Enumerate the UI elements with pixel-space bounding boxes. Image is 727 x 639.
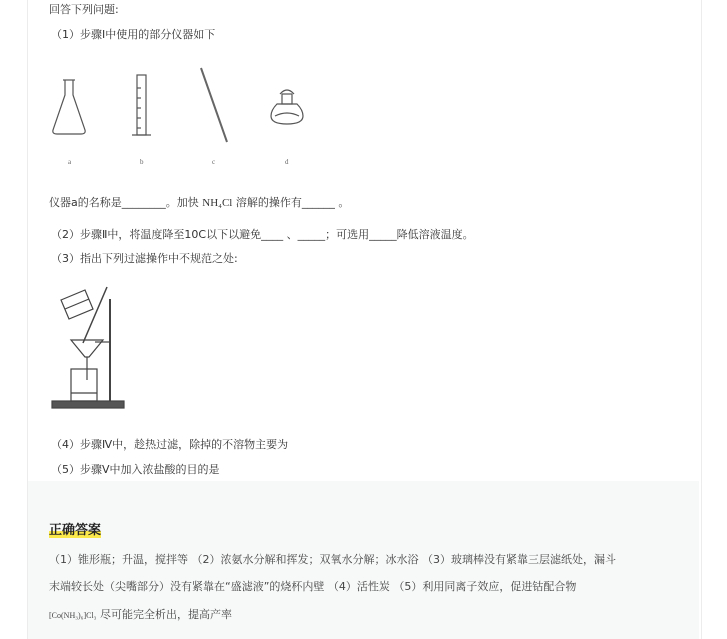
reagent-bottle-icon [271,90,303,124]
filtration-figure [49,285,129,415]
complex-formula: [Co(NH₃)₆]Cl₃ [49,611,97,620]
instrument-label-a: a [68,158,72,166]
question-3: （3）指出下列过滤操作中不规范之处: [51,252,238,265]
answer-line-3-text: 尽可能完全析出，提高产率 [99,608,232,621]
instruments-figure [49,60,314,172]
q1-formula: NH₄Cl [202,197,233,209]
question-1: （1）步骤Ⅰ中使用的部分仪器如下 [51,28,216,41]
question-1-blanks [49,196,349,210]
intro-text: 回答下列问题: [49,3,119,16]
q1-suffix: 溶解的操作有______ 。 [235,196,350,209]
conical-flask-icon [53,80,85,134]
question-5: （5）步骤Ⅴ中加入浓盐酸的目的是 [51,463,220,476]
filtration-setup-icon [52,287,124,408]
answer-title: 正确答案 [49,523,102,538]
answer-line-1: （1）锥形瓶；升温，搅拌等 （2）浓氨水分解和挥发；双氧水分解；冰水浴 （3）玻璃棒没有紧靠三层滤纸处，漏斗 [49,553,616,566]
instrument-label-d: d [285,158,289,166]
instrument-label-c: c [212,158,216,166]
glass-rod-icon [201,68,227,142]
graduated-cylinder-icon [132,75,151,135]
answer-line-2: 末端较长处（尖嘴部分）没有紧靠在“盛滤液”的烧杯内壁 （4）活性炭 （5）利用同离子效应，促进钴配合物 [49,580,577,593]
instrument-label-b: b [140,158,144,166]
answer-line-3 [49,608,232,623]
question-2: （2）步骤Ⅱ中，将温度降至10C以下以避免____ 、_____；可选用_____降低溶液温度。 [51,228,474,241]
question-4: （4）步骤Ⅳ中，趁热过滤，除掉的不溶物主要为 [51,438,289,451]
q1-prefix: 仪器a的名称是________。加快 [49,196,199,209]
